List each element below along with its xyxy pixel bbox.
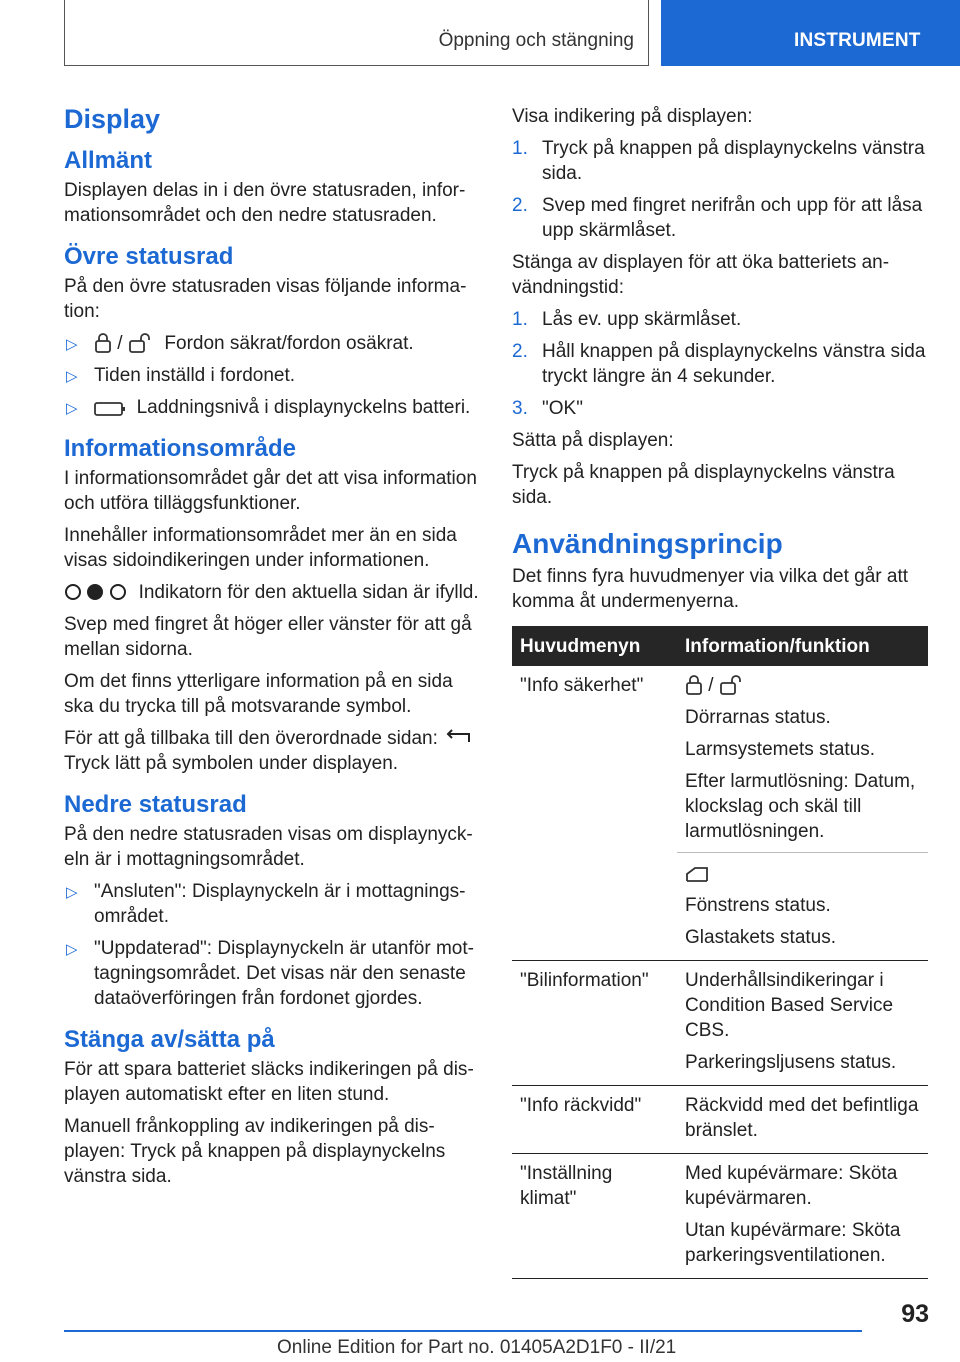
lock-closed-icon (94, 333, 112, 353)
bullet-triangle-icon: ▷ (66, 400, 78, 417)
paragraph: För att spara batteriet släcks indikeringen på displayen automatiskt efter en liten stund. (64, 1059, 474, 1105)
list-item: ▷ Laddningsnivå i displaynyckelns batteri. (64, 395, 482, 420)
heading-allmant: Allmänt (64, 147, 153, 174)
cell-divider (677, 852, 928, 853)
paragraph: Visa indikering på displayen: (512, 106, 753, 127)
table-cell: "Info räckvidd" (512, 1086, 677, 1154)
heading-stanga-av: Stänga av/sätta på (64, 1026, 275, 1053)
bullet-triangle-icon: ▷ (66, 368, 78, 385)
page-indicator-dots-icon (64, 582, 128, 602)
page-number: 93 (901, 1300, 929, 1328)
page-title: Display (64, 104, 161, 134)
paragraph: På den nedre statusraden visas om displaynyckeln är i mottagningsområdet. (64, 824, 473, 870)
paragraph: I informationsområdet går det att visa information och utföra tilläggsfunktioner. (64, 468, 477, 514)
footer-edition: Online Edition for Part no. 01405A2D1F0 - II/21 (277, 1337, 677, 1358)
footer-divider (64, 1330, 862, 1332)
paragraph: Manuell frånkoppling av indikeringen på displayen: Tryck på knappen på displaynyckelns vänstra sida. (64, 1116, 446, 1187)
header-section-title: Öppning och stängning (438, 30, 634, 51)
lock-closed-icon (685, 675, 703, 695)
paragraph: Displayen delas in i den övre statusraden, informationsområdet och den nedre statusraden. (64, 180, 466, 226)
table-cell: Med kupévärmare: Sköta kupévärmaren. Utan kupévärmare: Sköta parkeringsventilationen. (677, 1154, 928, 1279)
bullet-triangle-icon: ▷ (66, 884, 78, 901)
paragraph: Sätta på displayen: (512, 430, 674, 451)
table-cell: / Dörrarnas status. Larmsystemets status. Efter larmutlösning: Datum, klockslag och skäl till larmutlösningen. Fönstrens status. Glastakets status. (677, 666, 928, 961)
table-row (512, 1086, 928, 1154)
header-chapter-title: INSTRUMENT (794, 30, 921, 51)
lock-open-icon (128, 333, 154, 353)
header-section-tab (64, 0, 649, 66)
numbered-step: 2. Svep med fingret nerifrån och upp för att låsa upp skärmlåset. (512, 195, 923, 241)
main-menu-table (512, 626, 928, 1279)
list-item: ▷ / Fordon säkrat/fordon osäkrat. (64, 331, 482, 356)
right-column (512, 104, 930, 1279)
paragraph: På den övre statusraden visas följande information: (64, 276, 467, 322)
table-cell: Underhållsindikeringar i Condition Based Service CBS. Parkeringsljusens status. (677, 961, 928, 1086)
window-icon (685, 865, 709, 883)
bullet-triangle-icon: ▷ (66, 336, 78, 353)
list-item: ▷ "Ansluten": Displaynyckeln är i mottagningsområdet. (66, 881, 466, 927)
header-chapter-tab (661, 0, 960, 66)
paragraph: Om det finns ytterligare information på en sida ska du trycka till på motsvarande symbol. (64, 671, 453, 717)
table-cell: "Bilinformation" (512, 961, 677, 1086)
numbered-step: 1. Lås ev. upp skärmlåset. (512, 309, 742, 330)
paragraph-page-indicator: Indikatorn för den aktuella sidan är ifylld. (64, 580, 482, 605)
numbered-step: 1. Tryck på knappen på displaynyckelns vänstra sida. (512, 138, 925, 184)
heading-informationsomrade: Informationsområde (64, 435, 297, 462)
left-column (64, 100, 482, 1196)
table-header-row (512, 626, 928, 666)
heading-ovre-statusrad: Övre statusrad (64, 243, 234, 270)
list-item: ▷ Tiden inställd i fordonet. (64, 363, 482, 388)
numbered-step: 3. "OK" (512, 398, 583, 419)
bullet-triangle-icon: ▷ (66, 941, 78, 958)
table-row (512, 961, 928, 1086)
paragraph: Innehåller informationsområdet mer än en sida visas sidoindikeringen under informationen. (64, 525, 457, 571)
table-cell: "Info säkerhet" (512, 666, 677, 961)
table-cell: Räckvidd med det befintliga bränslet. (677, 1086, 928, 1154)
paragraph-back: För att gå tillbaka till den överordnade sidan: Tryck lätt på symbolen under displayen. (64, 726, 482, 776)
table-row (512, 666, 928, 961)
lock-open-icon (719, 675, 745, 695)
paragraph: Tryck på knappen på displaynyckelns vänstra sida. (512, 462, 895, 508)
paragraph: Svep med fingret åt höger eller vänster för att gå mellan sidorna. (64, 614, 472, 660)
heading-anvandningsprincip: Användningsprincip (512, 528, 783, 559)
heading-nedre-statusrad: Nedre statusrad (64, 791, 247, 818)
battery-icon (94, 401, 126, 417)
paragraph: Stänga av displayen för att öka batteriets användningstid: (512, 252, 890, 298)
back-arrow-icon (443, 728, 473, 748)
list-item: ▷ "Uppdaterad": Displaynyckeln är utanför mottagningsområdet. Det visas när den senaste dataöverföringen från fordonet gjordes. (66, 938, 474, 1009)
table-cell: "Inställning klimat" (512, 1154, 677, 1279)
table-row (512, 1154, 928, 1279)
numbered-step: 2. Håll knappen på displaynyckelns vänstra sida tryckt längre än 4 sekunder. (512, 341, 926, 387)
paragraph: Det finns fyra huvudmenyer via vilka det går att komma åt undermenyerna. (512, 566, 909, 612)
table-header-cell: Information/funktion (677, 626, 928, 666)
table-header-cell: Huvudmenyn (512, 626, 677, 666)
